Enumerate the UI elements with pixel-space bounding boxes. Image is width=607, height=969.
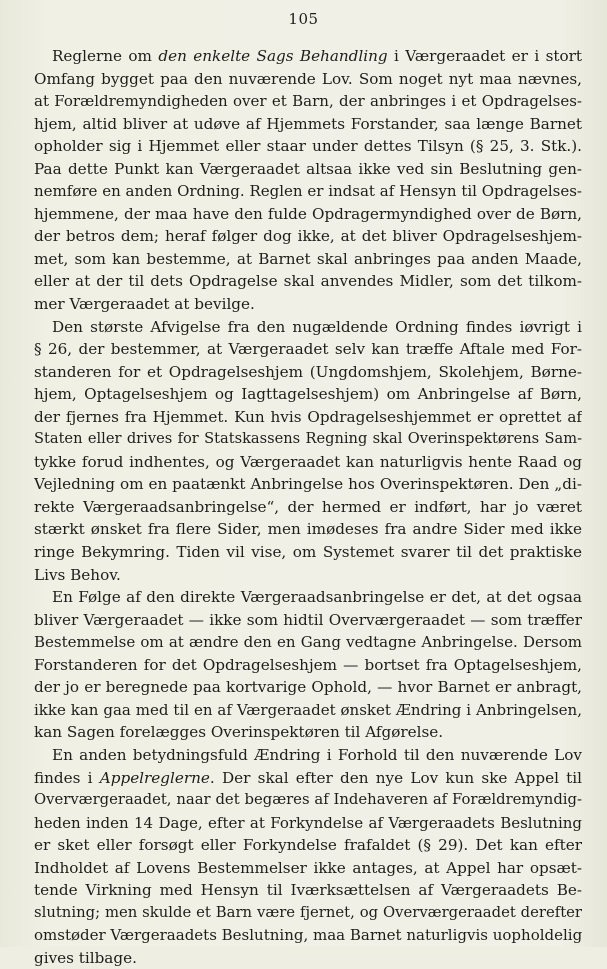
- text-segment: mer Værgeraadet at bevilge.: [34, 295, 255, 314]
- text-line: [34, 834, 582, 857]
- text-segment: bliver Værgeraadet — ikke som hidtil Overværgeraadet — som træffer: [34, 610, 582, 629]
- paragraph: [34, 586, 582, 744]
- text-line: [34, 518, 582, 541]
- text-segment: Omfang bygget paa den nuværende Lov. Som noget nyt maa nævnes,: [34, 69, 582, 88]
- text-segment: En anden betydningsfuld Ændring i Forhold til den nuværende Lov: [52, 745, 582, 764]
- text-segment: En Følge af den direkte Værgeraadsanbringelse er det, at det ogsaa: [52, 588, 582, 607]
- text-segment: standeren for et Opdragelseshjem (Ungdomshjem, Skolehjem, Børne-: [34, 362, 582, 381]
- text-segment: heden inden 14 Dage, efter at Forkyndelse af Værgeraadets Beslutning: [34, 813, 582, 832]
- text-segment: hjem, Optagelseshjem og Iagttagelseshjem) om Anbringelse af Børn,: [34, 385, 582, 404]
- text-segment: der betros dem; heraf følger dog ikke, at det bliver Opdragelseshjem-: [34, 227, 582, 246]
- paragraph: [34, 45, 582, 316]
- text-segment: slutning; men skulde et Barn være fjernet, og Overværgeraadet derefter: [34, 903, 582, 921]
- text-line: [34, 812, 582, 835]
- text-segment: ikke kan gaa med til en af Værgeraadet ønsket Ændring i Anbringelsen,: [34, 700, 582, 719]
- paragraph: [34, 316, 582, 587]
- text-segment: § 26, der bestemmer, at Værgeraadet selv kan træffe Aftale med For-: [34, 340, 582, 359]
- text-line: [34, 451, 582, 474]
- text-segment: der fjernes fra Hjemmet. Kun hvis Opdragelseshjemmet er oprettet af: [34, 407, 582, 426]
- text-segment: ringe Bekymring. Tiden vil vise, om Systemet svarer til det praktiske: [34, 543, 582, 562]
- text-line: [34, 699, 582, 722]
- text-line: [34, 113, 582, 136]
- text-segment: tykke forud indhentes, og Værgeraadet kan naturligvis hente Raad og: [34, 452, 582, 471]
- text-line: [34, 406, 582, 429]
- text-segment: Paa dette Punkt kan Værgeraadet altsaa ikke ved sin Beslutning gen-: [34, 159, 582, 178]
- text-line: [34, 338, 582, 361]
- text-segment: Livs Behov.: [34, 565, 121, 584]
- text-line: [34, 158, 582, 181]
- italic-phrase: Appelreglerne: [99, 768, 210, 787]
- text-segment: . Der skal efter den nye Lov kun ske Appel til: [209, 768, 582, 787]
- text-line: [34, 902, 582, 925]
- text-segment: Staten eller drives for Statskassens Regning skal Overinspektørens Sam-: [34, 430, 582, 448]
- text-line: [34, 721, 582, 744]
- text-line: [34, 383, 582, 406]
- text-line: [34, 316, 582, 339]
- text-segment: omstøder Værgeraadets Beslutning, maa Barnet naturligvis uopholdelig: [34, 926, 582, 945]
- text-line: [34, 361, 582, 384]
- text-line: [34, 676, 582, 699]
- text-segment: Reglerne om: [52, 47, 159, 65]
- text-line: [34, 586, 582, 609]
- text-line: [34, 767, 582, 790]
- text-line: [34, 857, 582, 880]
- text-segment: findes i: [34, 768, 100, 787]
- text-line: [34, 609, 582, 632]
- text-line: [34, 496, 582, 519]
- text-segment: Bestemmelse om at ændre den en Gang vedtagne Anbringelse. Dersom: [34, 633, 582, 652]
- text-segment: Vejledning om en paatænkt Anbringelse hos Overinspektøren. Den „di-: [34, 475, 582, 494]
- text-segment: Overværgeraadet, naar det begæres af Indehaveren af Forældremyndig-: [34, 791, 582, 809]
- text-line: [34, 631, 582, 654]
- body-text: [34, 45, 582, 969]
- text-segment: kan Sagen forelægges Overinspektøren til Afgørelse.: [34, 723, 444, 742]
- text-line: [34, 947, 582, 969]
- text-segment: Forstanderen for det Opdragelseshjem — bortset fra Optagelseshjem,: [34, 655, 582, 674]
- text-segment: Den største Afvigelse fra den nugældende Ordning findes iøvrigt i: [52, 317, 582, 336]
- text-segment: hjem, altid bliver at udøve af Hjemmets Forstander, saa længe Barnet: [34, 114, 582, 133]
- text-line: [34, 924, 582, 947]
- text-line: [34, 473, 582, 496]
- text-line: [34, 541, 582, 564]
- text-line: [34, 225, 582, 248]
- text-segment: tende Virkning med Hensyn til Iværksættelsen af Værgeraadets Be-: [34, 881, 582, 900]
- text-segment: opholder sig i Hjemmet eller staar under dettes Tilsyn (§ 25, 3. Stk.).: [34, 137, 582, 156]
- text-segment: met, som kan bestemme, at Barnet skal anbringes paa anden Maade,: [34, 249, 582, 268]
- text-line: [34, 135, 582, 158]
- text-line: [34, 203, 582, 226]
- text-line: [34, 68, 582, 91]
- text-segment: der jo er beregnede paa kortvarige Ophold, — hvor Barnet er anbragt,: [34, 678, 582, 697]
- text-segment: Indholdet af Lovens Bestemmelser ikke antages, at Appel har opsæt-: [34, 858, 582, 877]
- text-line: [34, 90, 582, 113]
- italic-phrase: den enkelte Sags Behandling: [158, 47, 388, 65]
- text-line: [34, 293, 582, 316]
- text-segment: eller at der til dets Opdragelse skal anvendes Midler, som det tilkom-: [34, 272, 582, 291]
- text-line: [34, 428, 582, 451]
- text-line: [34, 180, 582, 203]
- text-segment: at Forældremyndigheden over et Barn, der anbringes i et Opdragelses-: [34, 92, 582, 111]
- text-line: [34, 654, 582, 677]
- text-line: [34, 564, 582, 587]
- text-line: [34, 45, 582, 68]
- text-line: [34, 248, 582, 271]
- paragraph: [34, 744, 582, 969]
- text-line: [34, 270, 582, 293]
- text-segment: er sket eller forsøgt eller Forkyndelse frafaldet (§ 29). Det kan efter: [34, 836, 582, 855]
- text-line: [34, 789, 582, 812]
- text-segment: stærkt ønsket fra flere Sider, men imødeses fra andre Sider med ikke: [34, 520, 582, 539]
- text-segment: rekte Værgeraadsanbringelse“, der hermed er indført, har jo været: [34, 497, 582, 516]
- text-segment: nemføre en anden Ordning. Reglen er indsat af Hensyn til Opdragelses-: [34, 182, 582, 201]
- text-segment: hjemmene, der maa have den fulde Opdragermyndighed over de Børn,: [34, 204, 582, 223]
- text-segment: gives tilbage.: [34, 948, 137, 967]
- text-line: [34, 744, 582, 767]
- text-segment: i Værgeraadet er i stort: [387, 47, 582, 65]
- text-line: [34, 879, 582, 902]
- page-number: 105: [288, 10, 319, 28]
